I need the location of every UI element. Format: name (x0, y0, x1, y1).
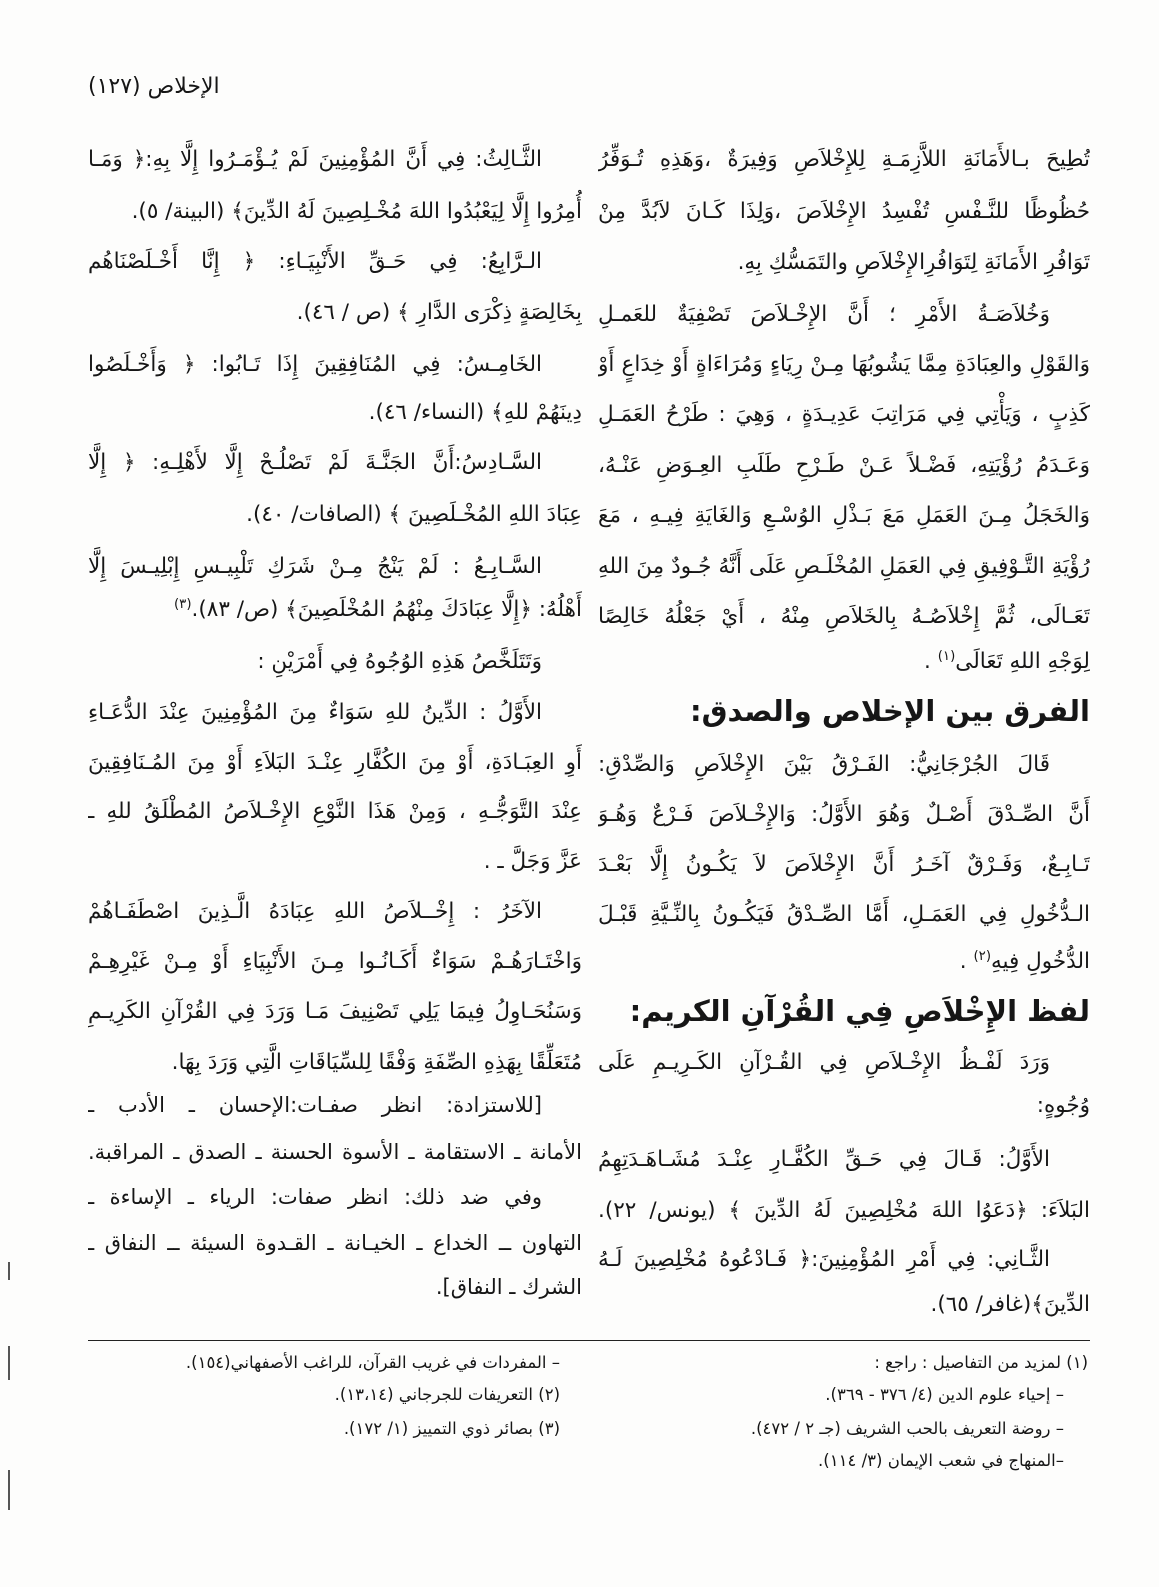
body-line: الدِّينَ﴾(غافر/ ٦٥). (930, 1292, 1090, 1317)
cross-reference-line: التهاون ــ الخداع ـ الخيـانة ـ القـدوة السيئة ــ النفاق ـ (88, 1231, 582, 1255)
body-line: الثَّـالِثُ: فِي أَنَّ المُؤْمِنِينَ لَمْ يُـؤْمَـرُوا إِلَّا بِهِ:﴿ وَمَـا (88, 147, 542, 172)
footnote-line: – إحياء علوم الدين (٤/ ٣٧٦ - ٣٦٩). (825, 1385, 1064, 1404)
body-line: تَعَـالَى، ثُمَّ إِخْلاَصُـهُ بِالخَلاَصِ مِنْهُ ، أَيْ جَعْلُهُ خَالِصًا (598, 604, 1090, 629)
line-tail: . (959, 949, 974, 974)
body-line: وَرَدَ لَفْـظُ الإِخْـلاَصِ فِي القُـرْآنِ الكَـرِيـمِ عَلَى (598, 1050, 1050, 1075)
footnotes-left (180, 0, 560, 1587)
body-line: الأَوَّلُ: قَـالَ فِي حَـقِّ الكُفَّـارِ عِنْـدَ مُشَـاهَـدَتِهِمُ (598, 1147, 1050, 1172)
body-line: الثَّـانِي: فِي أَمْرِ المُؤْمِنِينَ:﴿ فَـادْعُوهُ مُخْلِصِينَ لَـهُ (598, 1247, 1050, 1272)
body-line: كَذِبٍ ، وَيَأْتِي فِي مَرَاتِبَ عَدِيـدَةٍ ، وَهِيَ : طَرْحُ العَمَـلِ (598, 402, 1090, 427)
line-tail: . (924, 649, 938, 674)
scan-mark (8, 1262, 10, 1280)
line-text: أَهْلُهُ: ﴿إِلَّا عِبَادَكَ مِنْهُمُ المُخْلَصِينَ﴾ (ص/ ٨٣). (191, 597, 582, 622)
scan-mark (8, 1470, 10, 1510)
body-line: تَوَافُرِ الأَمَانَةِ لِتَوَافُرِالإِخْلاَصِ والتَمَسُّكِ بِهِ. (737, 250, 1090, 275)
body-line: وَخُلاَصَـةُ الأَمْرِ ؛ أَنَّ الإِخْـلاَصَ تَصْفِيَةٌ للعَمـلِ (598, 302, 1050, 327)
body-line: رُؤْيَةِ التَّـوْفِيقِ فِي العَمَلِ المُخْلَـصِ عَلَى أَنَّهُ جُـودٌ مِنَ اللهِ (598, 554, 1090, 579)
footnote-reference: (١) (937, 648, 956, 664)
section-heading: الفرق بين الإخلاص والصدق: (690, 694, 1090, 728)
cross-reference-line: وفي ضد ذلك: انظر صفات: الرياء ـ الإساءة ـ (88, 1185, 542, 1209)
body-line: وَالقَوْلِ والعِبَادَةِ مِمَّا يَشُوبُهَا مِـنْ رِيَاءٍ وَمُرَاءَاةٍ أَوْ خِدَاعٍ أَوْ (598, 352, 1090, 377)
body-line: السَّـابِـعُ : لَمْ يَنْجُ مِـنْ شَرَكِ تَلْبِيـسِ إِبْلِيـسَ إِلَّا (88, 554, 542, 579)
body-line: أَوِ العِبَـادَةِ، أَوْ مِنَ الكُفَّارِ عِنْـدَ البَلاَءِ أَوْ مِنَ المُـنَافِقِينَ (88, 750, 582, 775)
body-line: وَتَتَلَخَّصُ هَذِهِ الوُجُوهُ فِي أَمْرَيْنِ : (257, 649, 542, 674)
body-line: بِخَالِصَةٍ ذِكْرَى الدَّارِ ﴾ (ص / ٤٦). (296, 300, 582, 325)
body-line: الـرَّابِعُ: فِي حَـقِّ الأَنْبِيَـاءِ: ﴿ إِنَّا أَخْـلَصْنَاهُم (88, 249, 542, 274)
footnotes-right (700, 0, 1088, 1587)
body-line: عَزَّ وَجَلَّ ـ . (483, 849, 582, 874)
cross-reference-line: [للاستزادة: انظر صفـات:الإحسان ـ الأدب ـ (88, 1093, 542, 1117)
body-line: السَّـادِسُ:أَنَّ الجَنَّـةَ لَمْ تَصْلُـحْ إِلَّا لأَهْلِـهِ: ﴿ إِلَّا (88, 450, 542, 475)
body-line: دِينَهُمْ للهِ﴾ (النساء/ ٤٦). (368, 400, 582, 425)
body-line: وُجُوهٍ: (1036, 1093, 1090, 1118)
body-line: وَالخَجَلُ مِـنَ العَمَلِ مَعَ بَـذْلِ الوُسْـعِ وَالغَايَةِ فِيـهِ ، مَعَ (598, 503, 1090, 528)
footnote-line: –المنهاج في شعب الإيمان (٣/ ١١٤). (818, 1451, 1064, 1470)
body-line: وَاخْتَـارَهُـمْ سَوَاءٌ أَكَـانُـوا مِـنَ الأَنْبِيَاءِ أَوْ مِـنْ غَيْرِهِـمْ (88, 949, 582, 974)
line-text: الدُّخُولِ فِيهِ (991, 949, 1090, 974)
body-line: حُظُوظًا للنَّـفْسِ تُفْسِدُ الإِخْلاَصَ ،وَلِذَا كَـانَ لاَبُدَّ مِنْ (598, 199, 1090, 224)
body-line: عِبَادَ اللهِ المُخْـلَصِينَ ﴾ (الصافات/ ٤٠). (246, 502, 582, 527)
body-line: قَالَ الجُرْجَانِيُّ: الفَـرْقُ بَيْنَ الإِخْلاَصِ وَالصِّدْقِ: (598, 752, 1050, 777)
footnote-line: – روضة التعريف بالحب الشريف (جـ ٢ / ٤٧٢). (750, 1419, 1064, 1438)
body-line: الخَامِـسُ: فِي المُنَافِقِينَ إِذَا تَـابُوا: ﴿ وَأَخْـلَصُوا (88, 352, 542, 377)
footnote-reference: (٢) (973, 948, 992, 964)
cross-reference-line: الشرك ـ النفاق]. (435, 1275, 582, 1299)
body-line: أَنَّ الصِّـدْقَ أَصْـلٌ وَهُوَ الأَوَّلُ: وَالإِخْـلاَصَ فَـرْعٌ وَهُـوَ (598, 802, 1090, 827)
body-line: وَعَـدَمُ رُؤْيَتِهِ، فَضْـلاً عَـنْ طَـرْحِ طَلَبِ العِـوَضِ عَنْـهُ، (598, 453, 1090, 478)
section-heading: لفظ الإِخْلاَصِ فِي القُرْآنِ الكريم: (629, 994, 1090, 1028)
footnote-line: (٣) بصائر ذوي التمييز (١/ ١٧٢). (343, 1419, 560, 1438)
body-line: تُطِيحَ بـالأَمَانَةِ اللاَّزِمَـةِ لِلإِخْلاَصِ وَفِيرَةٌ ،وَهَذِهِ تُـوَفِّرُ (598, 147, 1090, 172)
body-line: الـدُّخُولِ فِي العَمَـلِ، أَمَّا الصِّـدْقُ فَيَكُـونُ بِالنِّـيَّةِ قَبْـلَ (598, 902, 1090, 927)
body-line: تَـابِـعٌ، وَفَـرْقٌ آخَـرُ أَنَّ الإِخْلاَصَ لاَ يَكُـونُ إِلَّا بَعْـدَ (598, 852, 1090, 877)
cross-reference-line: الأمانة ـ الاستقامة ـ الأسوة الحسنة ـ الصدق ـ المراقبة. (88, 1140, 582, 1164)
running-title: الإخلاص (١٢٧) (88, 74, 220, 99)
body-line: وَسَنُحَـاوِلُ فِيمَا يَلِي تَصْنِيفَ مَـا وَرَدَ فِي القُرْآنِ الكَرِيـمِ (88, 999, 582, 1024)
footnote-line: – المفردات في غريب القرآن، للراغب الأصفهاني(١٥٤). (185, 1353, 560, 1372)
body-line: الأَوَّلُ : الدِّينُ للهِ سَوَاءٌ مِنَ المُؤْمِنِينَ عِنْدَ الدُّعَـاءِ (88, 700, 542, 725)
body-line: الآخَرُ : إِخْــلاَصُ اللهِ عِبَادَهُ الَّـذِينَ اصْطَفَـاهُمْ (88, 899, 542, 924)
body-line: مُتَعَلِّقًا بِهَذِهِ الصِّفَةِ وَفْقًا لِلسِّيَاقَاتِ الَّتِي وَرَدَ بِهَا. (171, 1050, 582, 1075)
scan-mark (8, 1346, 10, 1380)
footnote-line: (١) لمزيد من التفاصيل : راجع : (874, 1353, 1088, 1372)
footnote-line: (٢) التعريفات للجرجاني (١٣،١٤). (334, 1385, 560, 1404)
body-line: أُمِرُوا إِلَّا لِيَعْبُدُوا اللهَ مُخْـلِصِينَ لَهُ الدِّينَ﴾ (البينة/ ٥). (131, 199, 582, 224)
line-text: لِوَجْهِ اللهِ تَعَالَى (955, 649, 1090, 674)
footnote-reference: (٣) (173, 596, 192, 612)
body-line: عِنْدَ التَّوَجُّـهِ ، وَمِنْ هَذَا النَّوْعِ الإِخْـلاَصُ المُطْلَقُ للهِ ـ (88, 799, 582, 824)
body-line: البَلاَءَ: ﴿دَعَوُا اللهَ مُخْلِصِينَ لَهُ الدِّينَ ﴾ (يونس/ ٢٢). (598, 1198, 1090, 1223)
